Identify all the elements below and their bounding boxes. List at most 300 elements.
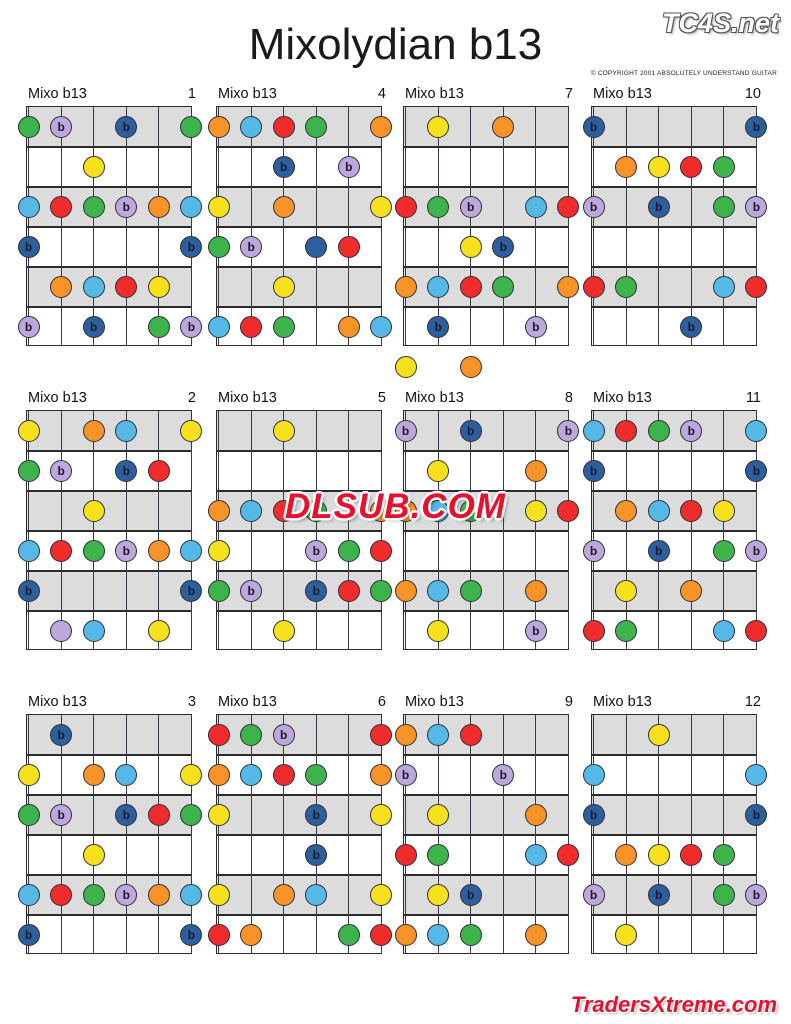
fret-line xyxy=(217,186,381,188)
fret-line xyxy=(404,794,568,796)
fret-line xyxy=(404,450,568,452)
diagram-position-number: 1 xyxy=(187,86,196,102)
scale-diagram xyxy=(18,390,204,650)
note-dot xyxy=(370,316,392,338)
fret-band xyxy=(592,795,756,835)
note-dot xyxy=(745,764,767,786)
fretboard xyxy=(216,714,382,954)
string-line xyxy=(191,715,192,953)
note-dot xyxy=(648,156,670,178)
string-line xyxy=(251,411,252,649)
diagram-scale-name: Mixo b13 xyxy=(218,390,277,406)
note-dot xyxy=(273,420,295,442)
note-dot xyxy=(240,116,262,138)
fretboard xyxy=(24,714,196,954)
diagram-scale-name: Mixo b13 xyxy=(593,86,652,102)
note-dot xyxy=(240,316,262,338)
note-dot xyxy=(18,540,40,562)
fret-line xyxy=(592,186,756,188)
fret-line xyxy=(27,490,191,492)
fret-line xyxy=(27,874,191,876)
page-title: Mixolydian b13 xyxy=(248,20,543,69)
string-line xyxy=(535,411,536,649)
copyright-notice: © COPYRIGHT 2001 ABSOLUTELY UNDERSTAND GUITAR xyxy=(590,70,777,77)
fret-line xyxy=(27,914,191,916)
diagram-scale-name: Mixo b13 xyxy=(405,694,464,710)
note-dot-flat: b xyxy=(115,884,137,906)
fret-line xyxy=(404,834,568,836)
string-line xyxy=(251,107,252,345)
string-line xyxy=(316,411,317,649)
fret-line xyxy=(27,754,191,756)
string-line xyxy=(568,411,569,649)
string-line xyxy=(626,715,627,953)
fret-line xyxy=(27,834,191,836)
string-line xyxy=(28,411,29,649)
note-dot xyxy=(50,276,72,298)
string-line xyxy=(61,715,62,953)
note-dot-flat: b xyxy=(745,460,767,482)
note-dot-flat: b xyxy=(745,116,767,138)
note-dot-flat: b xyxy=(525,620,547,642)
fret-line xyxy=(27,450,191,452)
note-dot-flat: b xyxy=(583,460,605,482)
fretboard xyxy=(216,410,382,650)
diagram-scale-name: Mixo b13 xyxy=(28,694,87,710)
string-line xyxy=(405,411,406,649)
fret-band xyxy=(217,187,381,227)
scale-diagram xyxy=(208,694,394,954)
diagram-caption xyxy=(583,390,769,408)
note-dot xyxy=(525,804,547,826)
note-dot-flat: b xyxy=(115,804,137,826)
fret-line xyxy=(217,490,381,492)
fret-line xyxy=(27,226,191,228)
fret-line xyxy=(217,226,381,228)
note-dot xyxy=(395,196,417,218)
string-line xyxy=(626,107,627,345)
string-line xyxy=(93,411,94,649)
diagram-position-number: 8 xyxy=(564,390,573,406)
string-line xyxy=(126,107,127,345)
note-dot xyxy=(148,460,170,482)
note-dot xyxy=(180,804,202,826)
diagram-position-number: 3 xyxy=(187,694,196,710)
note-dot-flat: b xyxy=(305,844,327,866)
diagram-caption xyxy=(208,86,394,104)
note-dot-flat: b xyxy=(305,580,327,602)
note-dot xyxy=(427,580,449,602)
note-dot-flat: b xyxy=(680,316,702,338)
note-dot xyxy=(83,500,105,522)
note-dot-flat: b xyxy=(680,420,702,442)
note-dot xyxy=(395,276,417,298)
note-dot xyxy=(648,420,670,442)
note-dot xyxy=(338,580,360,602)
diagram-scale-name: Mixo b13 xyxy=(28,86,87,102)
note-dot-flat: b xyxy=(648,540,670,562)
note-dot-flat: b xyxy=(180,316,202,338)
note-dot xyxy=(148,884,170,906)
string-line xyxy=(381,411,382,649)
note-dot xyxy=(427,924,449,946)
fretboard xyxy=(24,410,196,650)
note-dot xyxy=(615,580,637,602)
diagram-caption xyxy=(583,694,769,712)
watermark-bottom-right: TradersXtreme.com xyxy=(570,992,777,1017)
note-dot xyxy=(713,620,735,642)
note-dot xyxy=(583,420,605,442)
string-line xyxy=(438,411,439,649)
note-dot xyxy=(83,420,105,442)
note-dot xyxy=(148,316,170,338)
note-dot xyxy=(615,924,637,946)
note-dot xyxy=(18,420,40,442)
string-line xyxy=(191,107,192,345)
fretboard xyxy=(589,714,761,954)
note-dot xyxy=(557,276,579,298)
diagram-position-number: 11 xyxy=(745,390,761,406)
string-line xyxy=(348,411,349,649)
note-dot xyxy=(148,540,170,562)
note-dot xyxy=(370,804,392,826)
fret-line xyxy=(404,490,568,492)
note-dot xyxy=(180,884,202,906)
fret-band xyxy=(592,107,756,147)
note-dot xyxy=(370,764,392,786)
diagram-position-number: 12 xyxy=(744,694,761,710)
note-dot-flat: b xyxy=(583,804,605,826)
fretboard xyxy=(589,410,761,650)
string-line xyxy=(93,107,94,345)
diagram-position-number: 2 xyxy=(187,390,196,406)
diagram-scale-name: Mixo b13 xyxy=(218,86,277,102)
note-dot xyxy=(83,764,105,786)
note-dot xyxy=(615,620,637,642)
string-line xyxy=(756,107,757,345)
note-dot xyxy=(208,724,230,746)
note-dot-flat: b xyxy=(50,116,72,138)
note-dot-flat: b xyxy=(745,804,767,826)
fret-line xyxy=(27,794,191,796)
fret-line xyxy=(404,146,568,148)
fret-line xyxy=(217,794,381,796)
string-line xyxy=(535,107,536,345)
string-line xyxy=(691,107,692,345)
fret-line xyxy=(404,186,568,188)
string-line xyxy=(568,715,569,953)
fret-line xyxy=(217,834,381,836)
string-line xyxy=(405,715,406,953)
note-dot xyxy=(557,196,579,218)
note-dot xyxy=(615,276,637,298)
note-dot-flat: b xyxy=(460,884,482,906)
note-dot xyxy=(370,580,392,602)
note-dot xyxy=(615,420,637,442)
fret-line xyxy=(27,306,191,308)
fret-line xyxy=(27,146,191,148)
scale-diagram xyxy=(395,390,581,650)
note-dot xyxy=(713,540,735,562)
string-line xyxy=(126,715,127,953)
note-dot xyxy=(115,764,137,786)
note-dot-flat: b xyxy=(115,540,137,562)
fret-line xyxy=(592,874,756,876)
note-dot xyxy=(427,500,449,522)
note-dot xyxy=(525,500,547,522)
note-dot xyxy=(583,620,605,642)
string-line xyxy=(723,715,724,953)
string-line xyxy=(283,107,284,345)
string-line xyxy=(218,107,219,345)
fret-band xyxy=(217,795,381,835)
string-line xyxy=(503,715,504,953)
note-dot-flat: b xyxy=(50,460,72,482)
fret-line xyxy=(592,610,756,612)
string-line xyxy=(348,715,349,953)
string-line xyxy=(438,715,439,953)
fretboard xyxy=(216,106,382,346)
note-dot xyxy=(713,196,735,218)
fret-line xyxy=(27,530,191,532)
note-dot-flat: b xyxy=(305,804,327,826)
fret-line xyxy=(217,450,381,452)
fret-line xyxy=(404,226,568,228)
note-dot-flat: b xyxy=(305,540,327,562)
string-line xyxy=(61,107,62,345)
fret-band xyxy=(27,491,191,531)
fret-line xyxy=(404,306,568,308)
note-dot xyxy=(680,156,702,178)
string-line xyxy=(593,411,594,649)
note-dot-flat: b xyxy=(18,580,40,602)
note-dot xyxy=(460,356,482,378)
note-dot xyxy=(83,196,105,218)
note-dot xyxy=(370,540,392,562)
note-dot-flat: b xyxy=(460,196,482,218)
note-dot xyxy=(648,724,670,746)
note-dot xyxy=(525,580,547,602)
note-dot xyxy=(208,804,230,826)
note-dot xyxy=(208,500,230,522)
diagram-position-number: 7 xyxy=(564,86,573,102)
diagram-position-number: 9 xyxy=(564,694,573,710)
note-dot-flat: b xyxy=(583,884,605,906)
note-dot xyxy=(50,620,72,642)
note-dot xyxy=(50,884,72,906)
note-dot xyxy=(525,924,547,946)
note-dot xyxy=(648,844,670,866)
string-line xyxy=(93,715,94,953)
diagram-caption xyxy=(395,694,581,712)
note-dot xyxy=(148,196,170,218)
fret-line xyxy=(217,610,381,612)
diagram-position-number: 6 xyxy=(377,694,386,710)
string-line xyxy=(756,715,757,953)
note-dot-flat: b xyxy=(180,924,202,946)
string-line xyxy=(158,411,159,649)
note-dot-flat: b xyxy=(50,724,72,746)
scale-diagram xyxy=(18,694,204,954)
string-line xyxy=(283,715,284,953)
note-dot xyxy=(180,764,202,786)
string-line xyxy=(470,715,471,953)
note-dot xyxy=(208,884,230,906)
fret-line xyxy=(27,610,191,612)
diagram-row xyxy=(10,390,781,694)
note-dot xyxy=(273,620,295,642)
note-dot xyxy=(208,196,230,218)
string-line xyxy=(503,411,504,649)
scale-diagram xyxy=(208,390,394,650)
fret-band xyxy=(592,715,756,755)
string-line xyxy=(568,107,569,345)
fret-line xyxy=(404,266,568,268)
note-dot xyxy=(240,724,262,746)
note-dot xyxy=(180,420,202,442)
note-dot xyxy=(180,116,202,138)
note-dot xyxy=(18,460,40,482)
fret-line xyxy=(592,570,756,572)
diagram-position-number: 10 xyxy=(744,86,761,102)
note-dot xyxy=(305,764,327,786)
note-dot xyxy=(370,884,392,906)
fret-line xyxy=(592,530,756,532)
note-dot-flat: b xyxy=(583,196,605,218)
fret-line xyxy=(217,754,381,756)
diagram-scale-name: Mixo b13 xyxy=(593,390,652,406)
string-line xyxy=(503,107,504,345)
fret-line xyxy=(217,146,381,148)
note-dot xyxy=(208,236,230,258)
diagram-caption xyxy=(208,390,394,408)
fret-line xyxy=(404,530,568,532)
fret-line xyxy=(27,570,191,572)
watermark-center: DLSUB.COM xyxy=(285,487,506,526)
fret-line xyxy=(592,490,756,492)
note-dot xyxy=(395,924,417,946)
note-dot xyxy=(208,316,230,338)
note-dot-flat: b xyxy=(273,724,295,746)
fret-line xyxy=(217,914,381,916)
string-line xyxy=(158,715,159,953)
note-dot xyxy=(395,356,417,378)
note-dot xyxy=(83,844,105,866)
note-dot xyxy=(370,116,392,138)
note-dot xyxy=(273,196,295,218)
string-line xyxy=(658,715,659,953)
note-dot-flat: b xyxy=(557,420,579,442)
note-dot xyxy=(583,764,605,786)
note-dot xyxy=(525,196,547,218)
note-dot xyxy=(83,884,105,906)
note-dot xyxy=(583,276,605,298)
diagram-grid xyxy=(10,86,781,998)
note-dot xyxy=(305,236,327,258)
note-dot-flat: b xyxy=(460,420,482,442)
fret-line xyxy=(592,450,756,452)
string-line xyxy=(593,715,594,953)
fret-line xyxy=(592,226,756,228)
string-line xyxy=(691,411,692,649)
site-brand-logo: TC4S.net xyxy=(661,8,779,38)
scale-diagram xyxy=(395,86,581,346)
note-dot-flat: b xyxy=(115,196,137,218)
note-dot xyxy=(427,276,449,298)
string-line xyxy=(283,411,284,649)
string-line xyxy=(218,411,219,649)
note-dot-flat: b xyxy=(83,316,105,338)
note-dot xyxy=(180,196,202,218)
fret-line xyxy=(404,754,568,756)
fret-band xyxy=(217,267,381,307)
note-dot xyxy=(338,236,360,258)
note-dot xyxy=(240,764,262,786)
note-dot xyxy=(240,924,262,946)
note-dot xyxy=(680,844,702,866)
note-dot xyxy=(338,316,360,338)
note-dot xyxy=(460,580,482,602)
scale-diagram xyxy=(583,390,769,650)
note-dot-flat: b xyxy=(745,884,767,906)
string-line xyxy=(470,107,471,345)
fretboard xyxy=(24,106,196,346)
string-line xyxy=(126,411,127,649)
fret-band xyxy=(217,875,381,915)
diagram-caption xyxy=(18,86,204,104)
note-dot xyxy=(427,196,449,218)
note-dot xyxy=(713,156,735,178)
string-line xyxy=(191,411,192,649)
fret-line xyxy=(592,266,756,268)
fret-line xyxy=(217,306,381,308)
note-dot-flat: b xyxy=(492,236,514,258)
fretboard xyxy=(589,106,761,346)
note-dot xyxy=(460,276,482,298)
note-dot xyxy=(83,156,105,178)
fret-line xyxy=(404,914,568,916)
note-dot-flat: b xyxy=(115,460,137,482)
note-dot xyxy=(370,924,392,946)
note-dot xyxy=(713,844,735,866)
string-line xyxy=(61,411,62,649)
note-dot-flat: b xyxy=(583,116,605,138)
note-dot xyxy=(148,276,170,298)
note-dot xyxy=(208,580,230,602)
diagram-caption xyxy=(583,86,769,104)
note-dot xyxy=(427,460,449,482)
note-dot xyxy=(18,196,40,218)
note-dot-flat: b xyxy=(180,580,202,602)
note-dot xyxy=(648,500,670,522)
string-line xyxy=(405,107,406,345)
diagram-scale-name: Mixo b13 xyxy=(28,390,87,406)
string-line xyxy=(626,411,627,649)
note-dot-flat: b xyxy=(50,804,72,826)
note-dot xyxy=(370,724,392,746)
note-dot xyxy=(273,116,295,138)
note-dot-flat: b xyxy=(395,420,417,442)
note-dot xyxy=(525,844,547,866)
string-line xyxy=(28,107,29,345)
fretboard xyxy=(403,106,569,346)
note-dot-flat: b xyxy=(395,764,417,786)
fret-line xyxy=(592,794,756,796)
scale-diagram xyxy=(208,86,394,346)
note-dot xyxy=(427,844,449,866)
string-line xyxy=(28,715,29,953)
scale-diagram xyxy=(583,694,769,954)
